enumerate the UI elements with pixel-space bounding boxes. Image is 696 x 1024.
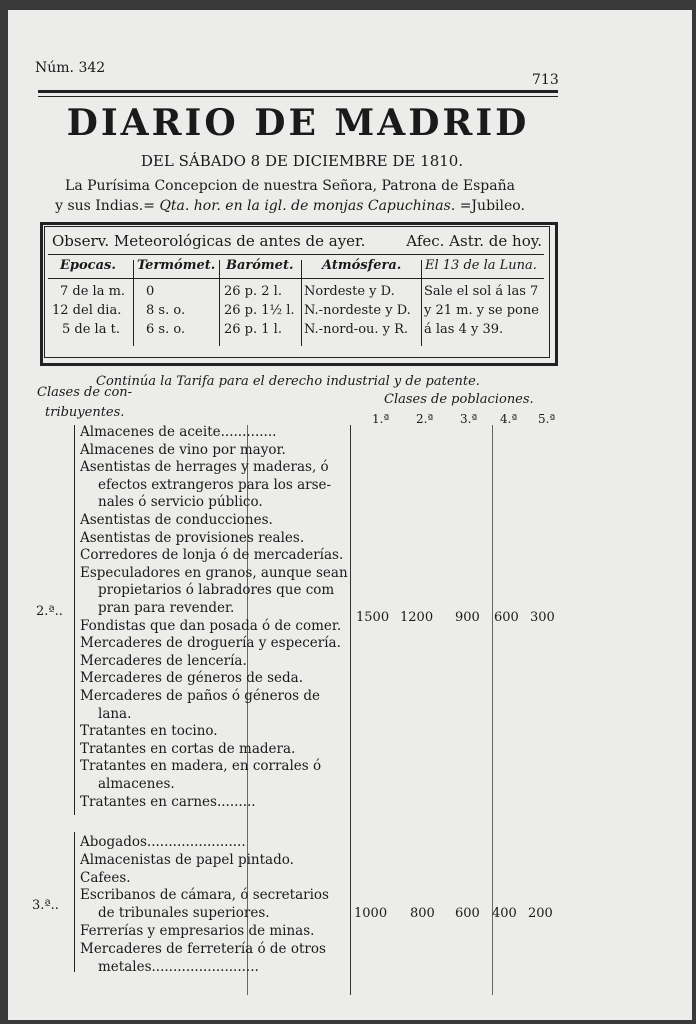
- meteo-col-termometro: Termómet.: [137, 258, 216, 273]
- poblacion-1: 1.ª: [372, 412, 390, 426]
- tariff-entry: Mercaderes de droguería y especería.: [80, 635, 341, 652]
- tariff-entry: Mercaderes de lencería.: [80, 652, 247, 669]
- tariff-entry: Tratantes en cortas de madera.: [80, 740, 296, 757]
- newspaper-title: DIARIO DE MADRID: [66, 102, 530, 144]
- meteo-rule-2: [48, 278, 544, 279]
- tariff-entry: metales.........................: [98, 958, 259, 975]
- tariff-entry: Corredores de lonja ó de mercaderías.: [80, 547, 344, 564]
- meteo-cell: 8 s. o.: [146, 303, 186, 318]
- tariff-entry: pran para revender.: [98, 600, 235, 616]
- meteo-cell: á las 4 y 39.: [424, 322, 504, 337]
- tariff-entry: Almacenes de vino por mayor.: [80, 441, 286, 458]
- feast-line-1: La Purísima Concepcion de nuestra Señora, Patrona de España: [65, 178, 515, 194]
- tariff-entry: Asentistas de conducciones.: [80, 512, 273, 528]
- issue-date: DEL SÁBADO 8 DE DICIEMBRE DE 1810.: [140, 152, 464, 170]
- class2-brace: [74, 425, 75, 815]
- tariff-entry: Mercaderes de géneros de seda.: [80, 670, 304, 687]
- class2-value: 300: [530, 610, 555, 625]
- class3-value: 200: [528, 906, 553, 921]
- header-rule-thick: [38, 90, 558, 93]
- tariff-entry: Ferrerías y empresarios de minas.: [80, 923, 315, 939]
- class3-value: 600: [455, 906, 480, 921]
- meteo-divider-3: [301, 260, 302, 346]
- class3-value: 400: [492, 906, 517, 921]
- poblacion-4: 4.ª: [500, 412, 518, 426]
- meteo-cell: 26 p. 1½ l.: [224, 303, 295, 318]
- meteo-cell: N.-nord-ou. y R.: [304, 322, 409, 337]
- feast-line-2-a: y sus Indias.=: [55, 198, 155, 214]
- meteo-cell: y 21 m. y se pone: [424, 303, 539, 318]
- tariff-entry: Almacenistas de papel pintado.: [80, 851, 294, 868]
- feast-line-2-b: Qta. hor. en la igl. de monjas Capuchinas.: [159, 198, 456, 214]
- tariff-entry: de tribunales superiores.: [98, 905, 270, 922]
- tariff-entry: efectos extrangeros para los arse-: [98, 476, 332, 493]
- tariff-entry: Especuladores en granos, aunque sean: [80, 564, 348, 581]
- meteo-cell: 5 de la t.: [62, 322, 120, 337]
- tariff-entry: Mercaderes de ferretería ó de otros: [80, 940, 326, 957]
- tariff-entry: propietarios ó labradores que com: [98, 582, 335, 599]
- contribuyentes-label: tribuyentes.: [45, 405, 125, 420]
- meteo-heading: [52, 232, 542, 250]
- tariff-entry: Tratantes en madera, en corrales ó: [80, 758, 322, 775]
- tariff-entry: Almacenes de aceite.............: [80, 424, 277, 440]
- meteo-col-barometro: Barómet.: [226, 258, 294, 273]
- meteo-cell: Sale el sol á las 7: [424, 284, 539, 299]
- meteo-rule-1: [48, 254, 544, 255]
- meteo-cell: N.-nordeste y D.: [304, 303, 411, 318]
- tariff-entry: Asentistas de provisiones reales.: [80, 529, 305, 546]
- class3-brace: [74, 832, 75, 972]
- meteo-cell: 0: [146, 284, 155, 299]
- class2-value: 900: [455, 610, 480, 625]
- meteo-heading-left: Observ. Meteorológicas de antes de ayer.: [52, 232, 366, 250]
- class3-value: 800: [410, 906, 435, 921]
- meteo-cell: 26 p. 1 l.: [224, 322, 282, 337]
- header-rule-thin: [38, 96, 558, 97]
- meteo-cell: 12 del dia.: [52, 303, 122, 318]
- issue-number: Núm. 342: [35, 60, 106, 76]
- tarifa-heading: Continúa la Tarifa para el derecho industrial y de patente.: [96, 374, 480, 389]
- tariff-entry: Abogados.......................: [80, 834, 246, 850]
- tariff-entry: Asentistas de herrages y maderas, ó: [80, 459, 329, 476]
- poblacion-5: 5.ª: [538, 412, 556, 426]
- page-folio: 713: [532, 72, 559, 88]
- tariff-entry: Cafees.: [80, 869, 131, 886]
- class2-value: 1500: [356, 610, 390, 625]
- meteo-col-epocas: Epocas.: [60, 258, 116, 273]
- meteo-col-atmosfera: Atmósfera.: [322, 258, 402, 273]
- meteo-divider-1: [133, 260, 134, 346]
- poblacion-2: 2.ª: [416, 412, 434, 426]
- clases-label: Clases de con-: [37, 385, 133, 400]
- poblaciones-label: Clases de poblaciones.: [384, 392, 534, 407]
- poblacion-3: 3.ª: [460, 412, 478, 426]
- meteo-cell: 6 s. o.: [146, 322, 186, 337]
- meteo-cell: 26 p. 2 l.: [224, 284, 282, 299]
- meteo-divider-4: [421, 260, 422, 346]
- feast-line-2: [40, 198, 540, 214]
- class2-value: 600: [494, 610, 519, 625]
- class3-label: 3.ª..: [32, 898, 59, 913]
- tariff-entry: Mercaderes de paños ó géneros de: [80, 688, 320, 704]
- meteo-col-luna: El 13 de la Luna.: [425, 258, 537, 273]
- tariff-entry: Fondistas que dan posada ó de comer.: [80, 617, 342, 634]
- class2-label: 2.ª..: [36, 604, 63, 619]
- meteo-divider-2: [219, 260, 220, 346]
- meteo-cell: 7 de la m.: [60, 284, 126, 299]
- tariff-entry: lana.: [98, 705, 132, 722]
- column-rule-2: [350, 425, 351, 995]
- tariff-entry: nales ó servicio público.: [98, 494, 263, 511]
- tariff-entry: Tratantes en tocino.: [80, 723, 218, 740]
- tariff-entry: Escribanos de cámara, ó secretarios: [80, 887, 329, 904]
- meteo-cell: Nordeste y D.: [304, 284, 395, 299]
- tariff-entry: Tratantes en carnes.........: [80, 793, 256, 810]
- tariff-entry: almacenes.: [98, 776, 175, 792]
- feast-line-2-c: =Jubileo.: [459, 198, 525, 214]
- class3-value: 1000: [354, 906, 388, 921]
- class2-value: 1200: [400, 610, 434, 625]
- meteo-heading-right: Afec. Astr. de hoy.: [406, 232, 542, 250]
